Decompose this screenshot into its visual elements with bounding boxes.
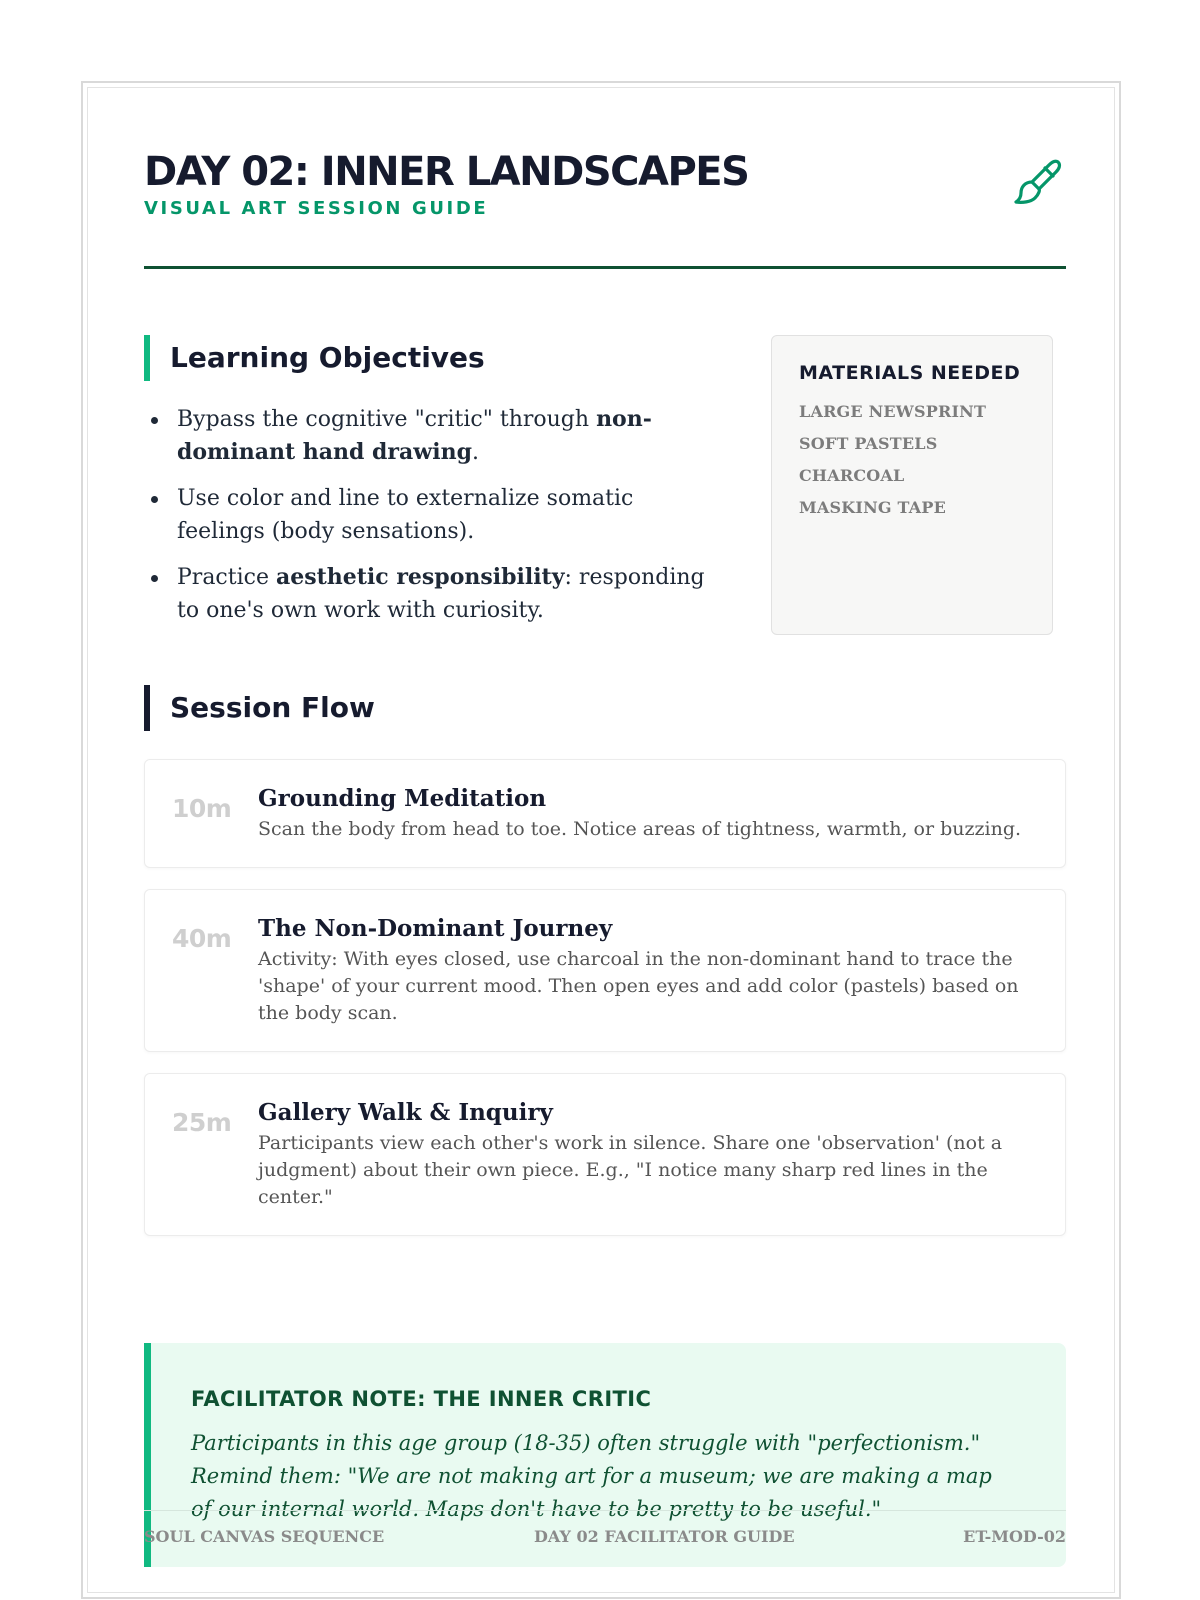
objectives-heading: Learning Objectives — [170, 341, 485, 374]
page-header — [144, 148, 1066, 269]
footer-title: DAY 02 FACILITATOR GUIDE — [534, 1527, 795, 1546]
paintbrush-icon — [1012, 156, 1064, 208]
material-item: CHARCOAL — [799, 466, 905, 485]
page-frame — [81, 81, 1121, 1599]
step-duration: 10m — [172, 794, 232, 823]
step-duration: 25m — [172, 1108, 232, 1137]
flow-step-card — [144, 759, 1066, 868]
footer-series: SOUL CANVAS SEQUENCE — [144, 1527, 385, 1546]
step-description: Participants view each other's work in silence. Share one 'observation' (not a judgment) about their own piece. E.g., "I notice many sharp red lines in the center." — [258, 1132, 1003, 1208]
objectives-list — [144, 403, 724, 627]
page — [87, 87, 1115, 1593]
note-body: Participants in this age group (18-35) often struggle with "perfectionism." Remind them: "We are not making art for a museum; we are making a map of our internal world. Maps don't have to be pretty to be useful." — [191, 1431, 992, 1521]
flow-heading: Session Flow — [170, 691, 375, 724]
step-description: Activity: With eyes closed, use charcoal in the non-dominant hand to trace the 'shape' of your current mood. Then open eyes and add color (pastels) based on the body scan. — [258, 948, 1019, 1024]
step-title: The Non-Dominant Journey — [258, 915, 613, 942]
accent-bar — [144, 335, 150, 381]
flow-steps — [144, 759, 1066, 1236]
section-heading-objectives — [144, 335, 724, 381]
page-title: DAY 02: INNER LANDSCAPES — [144, 149, 749, 195]
list-item: Use color and line to externalize somatic feelings (body sensations). — [144, 482, 724, 548]
step-duration: 40m — [172, 924, 232, 953]
flow-step-card — [144, 889, 1066, 1052]
page-subtitle: VISUAL ART SESSION GUIDE — [144, 198, 489, 219]
materials-box — [771, 335, 1053, 635]
list-item: Practice aesthetic responsibility: responding to one's own work with curiosity. — [144, 561, 724, 627]
materials-heading: MATERIALS NEEDED — [799, 362, 1021, 384]
footer-code: ET-MOD-02 — [963, 1527, 1066, 1546]
session-flow — [144, 685, 1066, 1236]
learning-objectives — [144, 335, 724, 640]
material-item: MASKING TAPE — [799, 498, 947, 517]
material-item: LARGE NEWSPRINT — [799, 402, 987, 421]
section-heading-flow — [144, 685, 1066, 731]
material-item: SOFT PASTELS — [799, 434, 938, 453]
note-heading: FACILITATOR NOTE: THE INNER CRITIC — [191, 1387, 652, 1411]
step-description: Scan the body from head to toe. Notice areas of tightness, warmth, or buzzing. — [258, 818, 1022, 840]
flow-step-card — [144, 1073, 1066, 1236]
step-title: Gallery Walk & Inquiry — [258, 1099, 553, 1126]
accent-bar — [144, 685, 150, 731]
page-footer — [144, 1510, 1066, 1564]
step-title: Grounding Meditation — [258, 785, 547, 812]
objectives-row — [144, 335, 1066, 635]
page-content — [144, 148, 1066, 1257]
list-item: Bypass the cognitive "critic" through non-dominant hand drawing. — [144, 403, 724, 469]
